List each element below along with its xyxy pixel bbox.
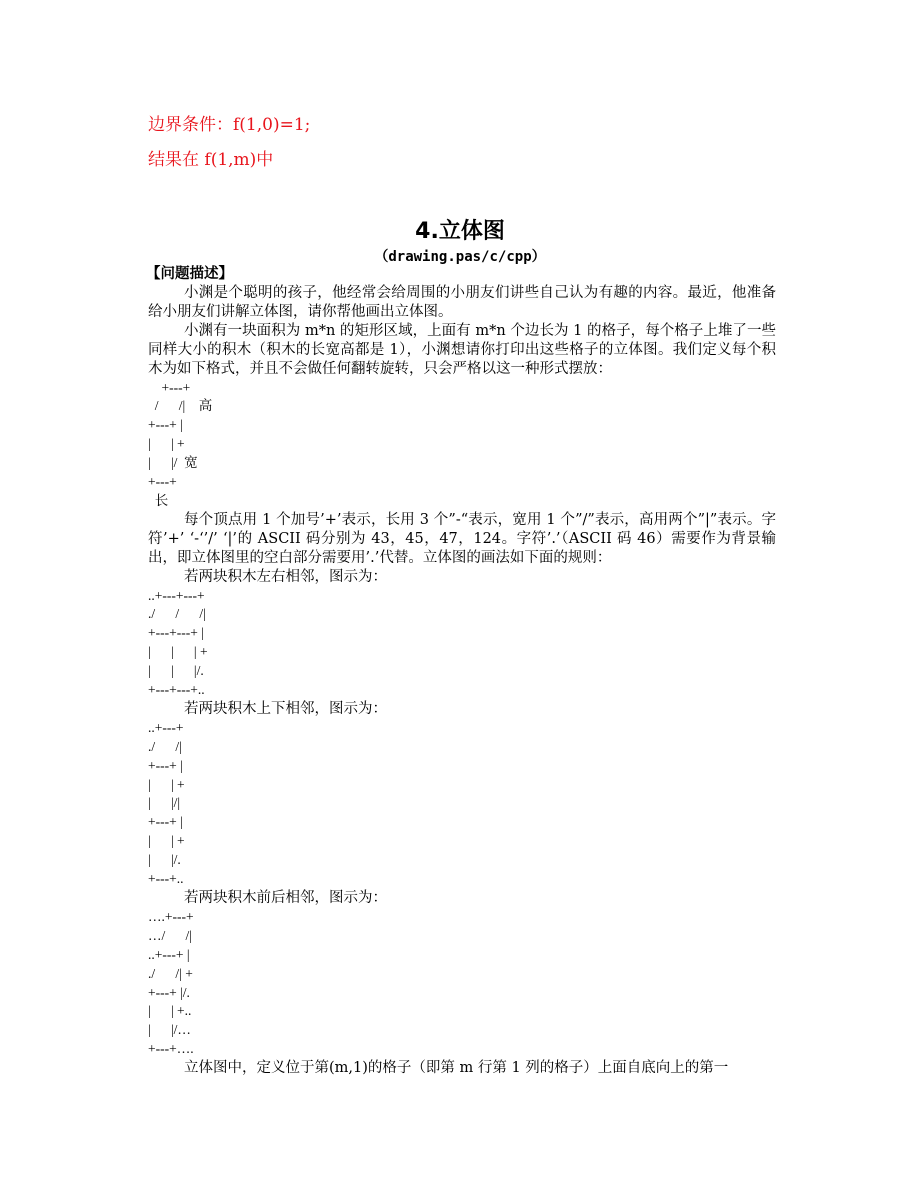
ascii-single-block: +---+ / /| 高 +---+ | | | + | |/ 宽 +---+ 长 — [148, 379, 213, 508]
caption-up-down: 若两块积木上下相邻，图示为： — [184, 700, 387, 717]
ascii-up-down: ..+---+ ./ /| +---+ | | | + | |/| +---+ | | | + | |/. +---+.. — [148, 719, 185, 887]
paragraph-intro: 小渊是个聪明的孩子，他经常会给周围的小朋友们讲些自己认为有趣的内容。最近，他准备给小朋友们讲解立体图，请你帮他画出立体图。 — [148, 285, 776, 320]
paragraph-final: 立体图中，定义位于第(m,1)的格子（即第 m 行第 1 列的格子）上面自底向上的第一 — [184, 1060, 729, 1077]
problem-title: 4.立体图 — [415, 219, 505, 244]
ascii-front-back: ….+---+ …/ /| ..+---+ | ./ /| + +---+ |/. | | +.. | |/… +---+…. — [148, 908, 194, 1057]
boundary-condition: 边界条件：f(1,0)=1; — [148, 115, 311, 135]
result-location: 结果在 f(1,m)中 — [148, 150, 274, 170]
ascii-left-right: ..+---+---+ ./ / /| +---+---+ | | | | + | | |/. +---+---+.. — [148, 587, 208, 698]
paragraph-rules: 每个顶点用 1 个加号’+’表示，长用 3 个”-“表示，宽用 1 个”/”表示，高用两个”|”表示。字符’+’ ‘-‘’/’ ‘|’的 ASCII 码分别为 43，45，47，124。字符’.’（ASCII 码 46）需要作为背景输出，即立体图里的空白部分需要用’.’代替。立体图的画法如下面的规则： — [148, 511, 776, 566]
problem-filename: （drawing.pas/c/cpp） — [374, 249, 546, 265]
caption-front-back: 若两块积木前后相邻，图示为： — [184, 890, 387, 906]
section-heading: 【问题描述】 — [146, 266, 233, 282]
problem-body — [148, 284, 776, 1078]
paragraph-definition: 小渊有一块面积为 m*n 的矩形区域，上面有 m*n 个边长为 1 的格子，每个格子上堆了一些同样大小的积木（积木的长宽高都是 1），小渊想请你打印出这些格子的立体图。我们定义每个积木为如下格式，并且不会做任何翻转旋转，只会严格以这一种形式摆放： — [148, 322, 776, 377]
caption-left-right: 若两块积木左右相邻，图示为： — [184, 568, 387, 585]
